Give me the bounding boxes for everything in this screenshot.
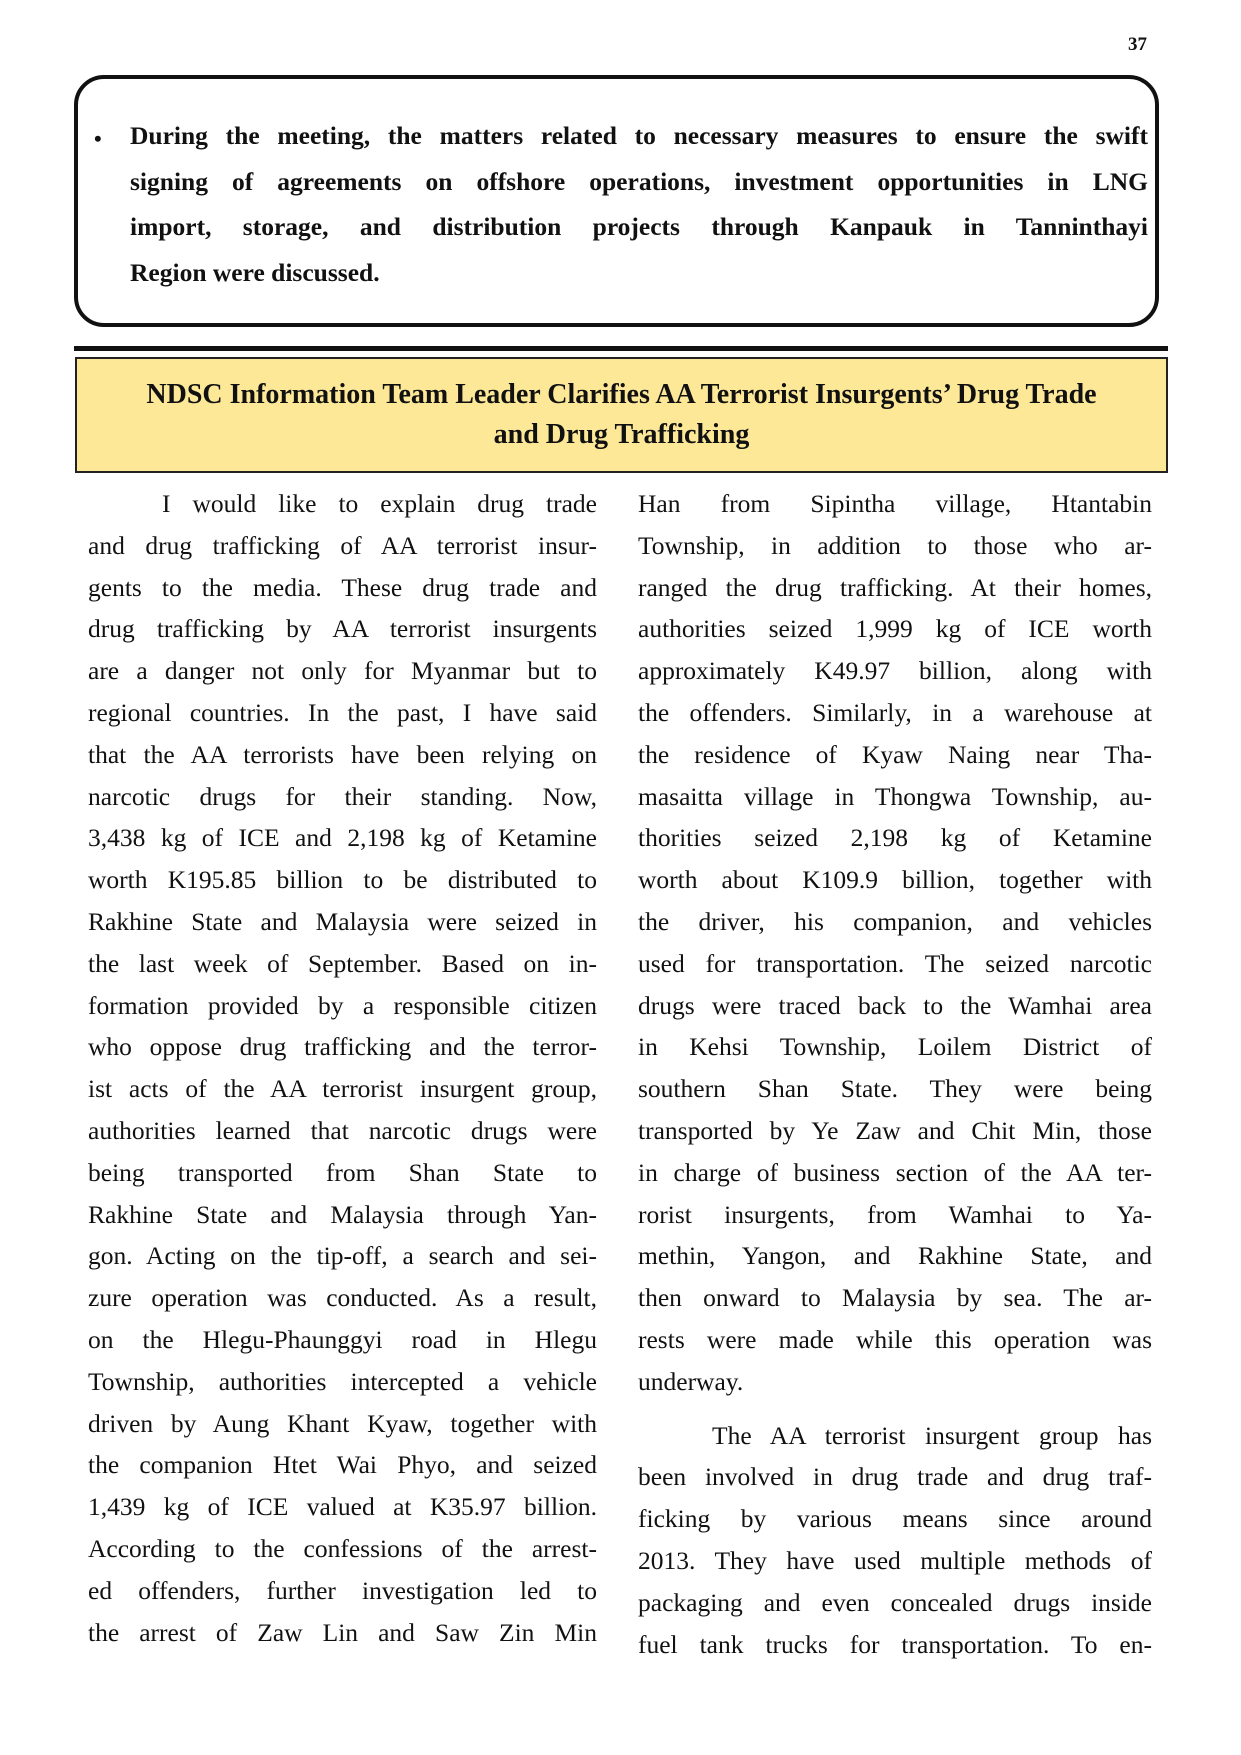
article-text-line: narcotic drugs for their standing. Now, (88, 781, 597, 811)
article-text-line: 1,439 kg of ICE valued at K35.97 billion. (88, 1492, 597, 1522)
article-text-line: ist acts of the AA terrorist insurgent group, (88, 1074, 597, 1104)
article-text-line: Township, authorities intercepted a vehicle (88, 1366, 597, 1396)
article-text-line: in charge of business section of the AA ter- (638, 1157, 1152, 1187)
article-title-line: and Drug Trafficking (493, 419, 750, 450)
article-text-line: fuel tank trucks for transportation. To en- (638, 1629, 1152, 1659)
article-text-line: transported by Ye Zaw and Chit Min, those (638, 1115, 1152, 1145)
article-text-line: the residence of Kyaw Naing near Tha- (638, 739, 1152, 769)
summary-line: Region were discussed. (130, 257, 380, 287)
paragraph-gap (638, 1403, 1152, 1415)
article-text-line: ed offenders, further investigation led to (88, 1575, 597, 1605)
article-text-line: being transported from Shan State to (88, 1157, 597, 1187)
article-text-line: the companion Htet Wai Phyo, and seized (88, 1450, 597, 1480)
article-title-line: NDSC Information Team Leader Clarifies AA Terrorist Insurgents’ Drug Trade (146, 379, 1097, 410)
article-text-line: Rakhine State and Malaysia were seized in (88, 906, 597, 936)
article-text-line: been involved in drug trade and drug traf- (638, 1462, 1152, 1492)
page-number: 37 (1128, 34, 1147, 55)
article-text-line: thorities seized 2,198 kg of Ketamine (638, 823, 1152, 853)
article-text-line: driven by Aung Khant Kyaw, together with (88, 1408, 597, 1438)
article-text-line: in Kehsi Township, Loilem District of (638, 1032, 1152, 1062)
article-text-line: Han from Sipintha village, Htantabin (638, 489, 1152, 518)
article-text-line: formation provided by a responsible citizen (88, 990, 597, 1020)
article-text-line: 3,438 kg of ICE and 2,198 kg of Ketamine (88, 823, 597, 853)
article-text-line: are a danger not only for Myanmar but to (88, 656, 597, 686)
article-text-line: masaitta village in Thongwa Township, au- (638, 781, 1152, 811)
article-text-line: zure operation was conducted. As a result, (88, 1283, 597, 1313)
article-text-line: the last week of September. Based on in- (88, 948, 597, 978)
article-text-line: and drug trafficking of AA terrorist insur- (88, 530, 597, 560)
article-text-line: then onward to Malaysia by sea. The ar- (638, 1283, 1152, 1313)
article-text-line: The AA terrorist insurgent group has (712, 1420, 1152, 1450)
article-text-line: I would like to explain drug trade (162, 489, 597, 518)
article-text-line: Township, in addition to those who ar- (638, 530, 1152, 560)
article-title (75, 357, 1168, 473)
article-text-line: worth about K109.9 billion, together with (638, 865, 1152, 895)
article-text-line: southern Shan State. They were being (638, 1074, 1152, 1104)
article-text-line: authorities learned that narcotic drugs were (88, 1115, 597, 1145)
article-text-line: rorist insurgents, from Wamhai to Ya- (638, 1199, 1152, 1229)
article-text-line: drug trafficking by AA terrorist insurgents (88, 614, 597, 644)
article-text-line: gon. Acting on the tip-off, a search and sei- (88, 1241, 597, 1271)
article-text-line: methin, Yangon, and Rakhine State, and (638, 1241, 1152, 1271)
bullet-icon: • (94, 126, 102, 151)
section-divider (74, 346, 1168, 351)
article-text-line: Rakhine State and Malaysia through Yan- (88, 1199, 597, 1229)
article-text-line: the arrest of Zaw Lin and Saw Zin Min (88, 1617, 597, 1647)
article-text-line: the driver, his companion, and vehicles (638, 906, 1152, 936)
article-text-line: on the Hlegu-Phaunggyi road in Hlegu (88, 1324, 597, 1354)
article-text-line: rests were made while this operation was (638, 1324, 1152, 1354)
article-right-column (638, 483, 1152, 1665)
article-text-line: approximately K49.97 billion, along with (638, 656, 1152, 686)
article-text-line: who oppose drug trafficking and the terror- (88, 1032, 597, 1062)
article-text-line: used for transportation. The seized narcotic (638, 948, 1152, 978)
article-text-line: worth K195.85 billion to be distributed to (88, 865, 597, 895)
summary-line: import, storage, and distribution projects through Kanpauk in Tanninthayi (130, 212, 1148, 241)
article-text-line: authorities seized 1,999 kg of ICE worth (638, 614, 1152, 644)
article-text-line: packaging and even concealed drugs inside (638, 1587, 1152, 1617)
article-text-line: 2013. They have used multiple methods of (638, 1545, 1152, 1575)
article-text-line: that the AA terrorists have been relying on (88, 739, 597, 769)
summary-line: signing of agreements on offshore operations, investment opportunities in LNG (130, 166, 1148, 196)
article-text-line: According to the confessions of the arrest- (88, 1533, 597, 1563)
article-text-line: underway. (638, 1366, 744, 1396)
article-text-line: regional countries. In the past, I have said (88, 697, 597, 727)
article-text-line: the offenders. Similarly, in a warehouse at (638, 697, 1152, 727)
summary-text (130, 113, 1148, 295)
article-text-line: drugs were traced back to the Wamhai area (638, 990, 1152, 1020)
article-left-column (88, 483, 597, 1653)
article-text-line: ranged the drug trafficking. At their homes, (638, 572, 1152, 602)
article-text-line: ficking by various means since around (638, 1504, 1152, 1534)
summary-line: During the meeting, the matters related to necessary measures to ensure the swift (130, 121, 1148, 150)
article-text-line: gents to the media. These drug trade and (88, 572, 597, 602)
